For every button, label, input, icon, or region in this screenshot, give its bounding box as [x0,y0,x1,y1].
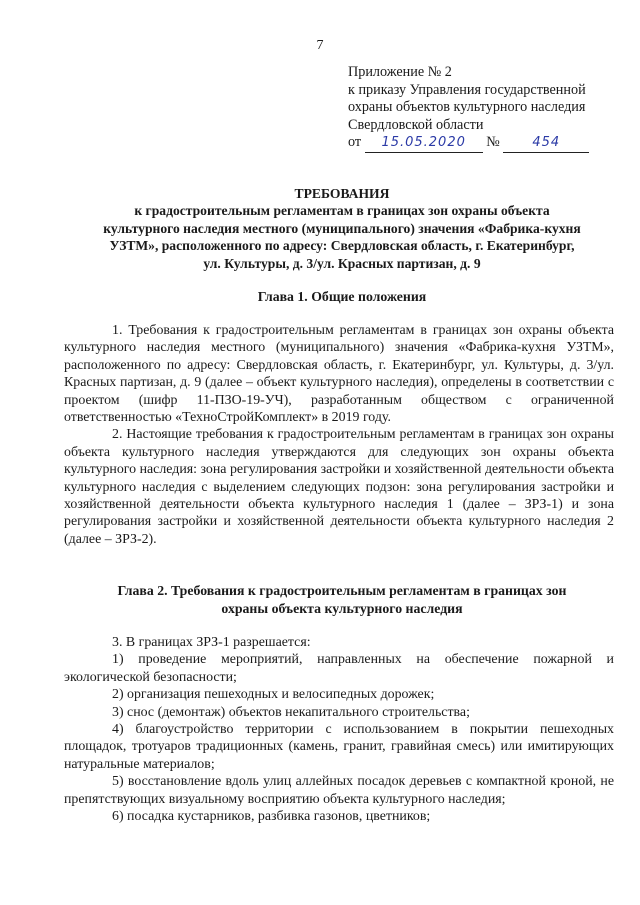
appendix-line: Приложение № 2 [348,64,452,80]
chapter-2-heading-line: Глава 2. Требования к градостроительным регламентам в границах зон [117,583,567,598]
paragraph: 1. Требования к градостроительным регламентам в границах зон охраны объекта культурного наследия местного (муниципального) значения «Фабрика-кухня УЗТМ», расположенного по адресу: Свердловская область, г. Екатеринбург, ул. Культуры, д. 3/ул. Красных партизан, д. 9 (далее – объект культурного наследия), определены в соответствии с проектом (шифр 11-ПЗО-19-УЧ), разработанным обществом с ограниченной ответственностью «ТехноСтройКомплект» в 2019 году. [64,323,614,426]
list-item: 6) посадка кустарников, разбивка газонов, цветников; [112,809,431,825]
chapter-2-heading-line: охраны объекта культурного наследия [221,601,463,616]
handwritten-date: 15.05.2020 [365,134,483,153]
handwritten-number: 454 [503,134,589,153]
chapter-2-body [64,634,614,825]
paragraph: 3. В границах ЗРЗ-1 разрешается: [112,635,311,650]
title-line: культурного наследия местного (муниципального) значения «Фабрика-кухня [103,220,581,236]
appendix-line: к приказу Управления государственной [348,81,586,98]
from-label: от [348,134,362,151]
chapter-1-body [64,322,614,548]
chapter-2-heading [62,582,622,618]
list-item: 3) снос (демонтаж) объектов некапитального строительства; [112,704,470,720]
list-item: 4) благоустройство территории с использованием в покрытии пешеходных площадок, тротуаров традиционных (камень, гранит, гравийная смесь) или имитирующих натуральные материалов; [64,722,614,772]
chapter-1-heading: Глава 1. Общие положения [257,289,427,304]
paragraph: 2. Настоящие требования к градостроительным регламентам в границах зон охраны объекта культурного наследия утверждаются для следующих зон охраны объекта культурного наследия: зона регулирования застройки и хозяйственной деятельности объекта культурного наследия с выделением следующих подзон: зона регулирования застройки и хозяйственной деятельности объекта культурного наследия 1 (далее – ЗРЗ-1) и зона регулирования застройки и хозяйственной деятельности объекта культурного наследия 2 (далее – ЗРЗ-2). [64,427,614,547]
number-label: № [486,134,500,151]
list-item: 2) организация пешеходных и велосипедных дорожек; [112,687,435,703]
list-item: 1) проведение мероприятий, направленных на обеспечение пожарной и экологической безопасности; [64,652,614,685]
appendix-block [348,64,628,153]
appendix-line: охраны объектов культурного наследия [348,99,586,116]
document-title [62,185,622,272]
list-item: 5) восстановление вдоль улиц аллейных посадок деревьев с компактной кроной, не препятствующих визуальному восприятию объекта культурного наследия; [64,774,614,807]
title-line: к градостроительным регламентам в границах зон охраны объекта [134,203,550,219]
title-heading: ТРЕБОВАНИЯ [294,186,390,201]
appendix-date-line [348,134,628,153]
appendix-line: Свердловской области [348,116,484,133]
title-line: ул. Культуры, д. 3/ул. Красных партизан, д. 9 [203,255,481,271]
page-number: 7 [316,38,324,53]
title-line: УЗТМ», расположенного по адресу: Свердловская область, г. Екатеринбург, [109,238,575,254]
